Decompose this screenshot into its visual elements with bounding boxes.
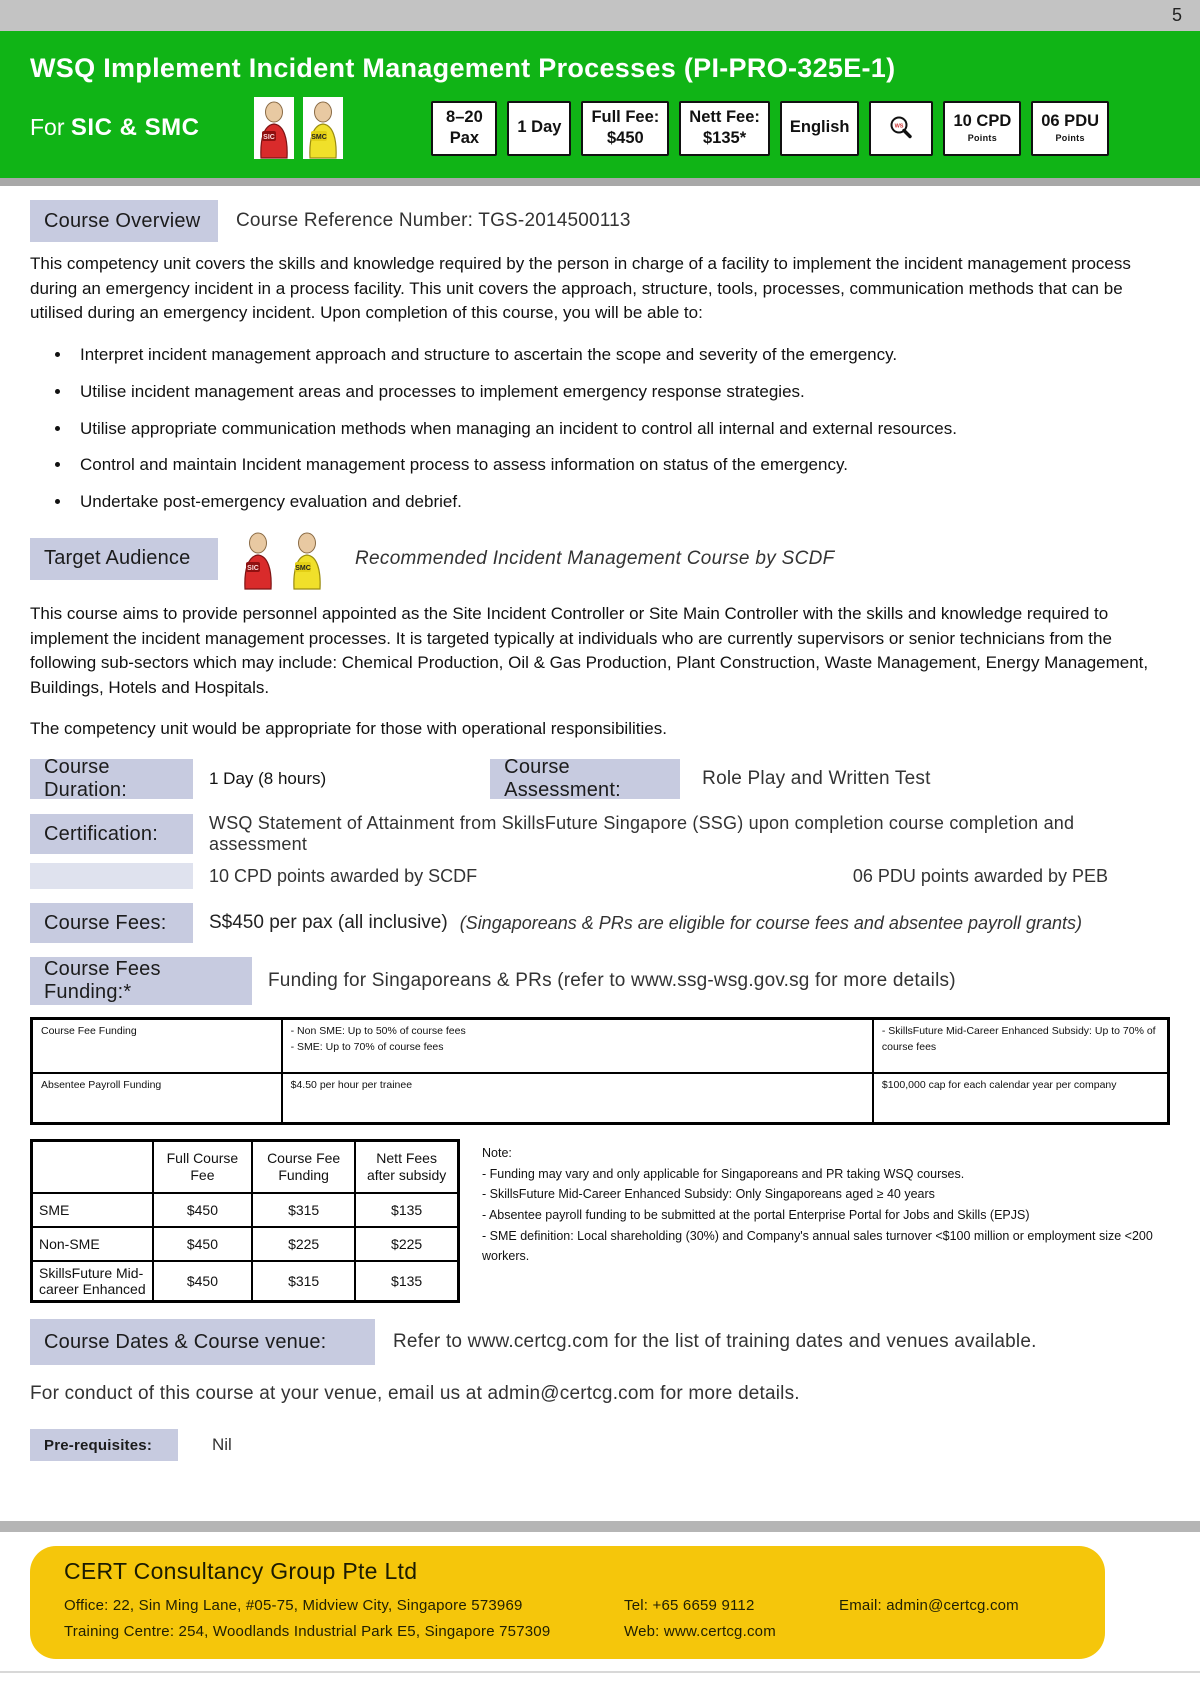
course-dates-label: Course Dates & Course venue: (30, 1319, 375, 1365)
cpd-badge (943, 101, 1021, 156)
overview-bullet-list (30, 343, 1170, 514)
table-row (32, 1193, 459, 1227)
funding-detail-line: - SME: Up to 70% of course fees (290, 1040, 444, 1053)
target-audience-paragraph: This course aims to provide personnel appointed as the Site Incident Controller or Site Main Controller with the skills and knowledge required to implement the incident management processes. It is targeted typically at individuals who are currently supervisors or senior technicians from the following sub-sectors which may include: Chemical Production, Oil & Gas Production, Plant Construction, Waste Management, Energy Management, Buildings, Hotels and Hospitals. (30, 603, 1149, 697)
prerequisites-label: Pre-requisites: (30, 1429, 178, 1461)
certification-row (30, 813, 1170, 855)
fee-row-label: Non-SME (32, 1227, 153, 1261)
smc-person-icon (303, 97, 343, 159)
audience-names: SIC & SMC (70, 114, 200, 141)
funding-row-label: Course Fee Funding (32, 1019, 282, 1074)
course-fees-label: Course Fees: (30, 903, 193, 943)
table-row (32, 1019, 1169, 1074)
note-line: - Funding may vary and only applicable for Singaporeans and PR taking WSQ courses. (482, 1166, 965, 1181)
sic-badge-text: SIC (263, 134, 276, 141)
funding-detail-line: - Non SME: Up to 50% of course fees (290, 1025, 466, 1038)
fees-funding-row (30, 957, 1170, 1005)
course-fees-row (30, 903, 1170, 943)
company-contact-grid (64, 1597, 1085, 1640)
overview-bullet: • Undertake post-emergency evaluation and debrief. (72, 490, 1170, 514)
funding-row-label: Absentee Payroll Funding (32, 1073, 282, 1124)
company-office-address: Office: 22, Sin Ming Lane, #05-75, Midview City, Singapore 573969 (64, 1597, 523, 1614)
pdu-badge-line1: 06 PDU (1041, 112, 1100, 131)
header-separator (0, 178, 1200, 186)
full-fee-badge-line2: $450 (607, 129, 644, 147)
fees-funding-value: Funding for Singaporeans & PRs (refer to www.ssg-wsg.gov.sg for more details) (268, 970, 956, 992)
company-footer (30, 1546, 1105, 1659)
funding-row-detail (282, 1073, 873, 1124)
fee-header-nett: Nett Fees after subsidy (355, 1141, 458, 1194)
target-audience-label: Target Audience (30, 538, 218, 580)
duration-badge (507, 101, 571, 156)
nett-fee-badge-line2: $135* (703, 129, 747, 147)
overview-bullet: • Utilise appropriate communication methods when managing an incident to control all internal and external resources. (72, 417, 1170, 441)
fee-row-label: SME (32, 1193, 153, 1227)
fee-cell: $135 (355, 1193, 458, 1227)
table-row (32, 1227, 459, 1261)
language-badge (780, 101, 860, 156)
funding-notes (482, 1139, 1170, 1267)
fee-cell: $225 (252, 1227, 355, 1261)
overview-bullet: • Interpret incident management approach and structure to ascertain the scope and severity of the emergency. (72, 343, 1170, 367)
course-fees-value: S$450 per pax (all inclusive) (209, 912, 448, 934)
certification-label-extension (30, 863, 193, 889)
note-line: - SME definition: Local shareholding (30%) and Company's annual sales turnover <$100 million or employment size <200 workers. (482, 1228, 1153, 1264)
header-person-icons (254, 97, 343, 159)
pdu-points-line: 06 PDU points awarded by PEB (852, 865, 1108, 886)
footer-grid-spacer (839, 1623, 1085, 1640)
in-house-conduct-note: For conduct of this course at your venue, email us at admin@certcg.com for more details. (30, 1383, 800, 1405)
company-email: Email: admin@certcg.com (839, 1597, 1019, 1614)
course-duration-value: 1 Day (8 hours) (209, 769, 327, 789)
pax-badge-line2: Pax (449, 129, 480, 147)
duration-assessment-row (30, 756, 1170, 802)
fee-subsidy-table (30, 1139, 460, 1303)
course-dates-value: Refer to www.certcg.com for the list of training dates and venues available. (393, 1331, 1037, 1353)
course-duration-label: Course Duration: (30, 759, 193, 799)
fee-cell: $450 (153, 1193, 252, 1227)
full-fee-badge-line1: Full Fee: (591, 107, 660, 126)
magnifier-logo-icon (869, 101, 933, 156)
header-badges (431, 101, 1109, 156)
duration-badge-line1: 1 Day (517, 118, 562, 137)
page-number: 5 (1171, 5, 1182, 25)
overview-bullet: • Control and maintain Incident management process to assess information on status of the emergency. (72, 453, 1170, 477)
prerequisites-value: Nil (212, 1435, 232, 1455)
language-badge-line1: English (789, 118, 850, 137)
fee-header-funding: Course Fee Funding (252, 1141, 355, 1194)
sic-person-icon (238, 528, 278, 590)
course-overview-row (30, 200, 1170, 242)
target-person-icons (238, 528, 327, 590)
fee-cell: $225 (355, 1227, 458, 1261)
cpd-badge-line2: Points (967, 132, 998, 143)
sic-person-icon (254, 97, 294, 159)
table-header-row (32, 1141, 459, 1194)
scdf-recommendation: Recommended Incident Management Course by SCDF (355, 547, 835, 569)
certification-label: Certification: (30, 814, 193, 854)
full-fee-badge (581, 101, 669, 156)
fee-table-and-notes (30, 1139, 1170, 1303)
points-row (30, 863, 1170, 889)
pax-badge-line1: 8–20 (446, 107, 483, 126)
notes-title: Note: (482, 1146, 512, 1161)
certification-value: WSQ Statement of Attainment from SkillsFuture Singapore (SSG) upon completion course completion and assessment (209, 813, 1075, 855)
note-line: - Absentee payroll funding to be submitted at the portal Enterprise Portal for Jobs and Skills (EPJS) (482, 1207, 1030, 1222)
funding-summary-table (30, 1017, 1170, 1125)
fee-header-full: Full Course Fee (153, 1141, 252, 1194)
page-bottom-rule (0, 1671, 1200, 1673)
target-audience-note: The competency unit would be appropriate for those with operational responsibilities. (30, 719, 667, 739)
course-reference-number: Course Reference Number: TGS-2014500113 (236, 210, 631, 231)
pdu-badge-line2: Points (1055, 132, 1085, 143)
funding-row-detail (282, 1019, 873, 1074)
funding-detail-line: $4.50 per hour per trainee (290, 1079, 413, 1092)
course-fees-grant-note: (Singaporeans & PRs are eligible for course fees and absentee payroll grants) (459, 912, 1083, 933)
fee-cell: $135 (355, 1261, 458, 1302)
pax-badge (431, 101, 497, 156)
fee-cell: $450 (153, 1227, 252, 1261)
target-audience-row (30, 528, 1170, 590)
funding-row-extra: $100,000 cap for each calendar year per company (873, 1073, 1169, 1124)
course-overview-label: Course Overview (30, 200, 218, 242)
sic-badge-text: SIC (247, 564, 259, 572)
course-assessment-value: Role Play and Written Test (702, 768, 931, 790)
company-website: Web: www.certcg.com (624, 1623, 776, 1640)
course-dates-row (30, 1319, 1170, 1365)
overview-intro: This competency unit covers the skills and knowledge required by the person in charge of a facility to implement the incident management process during an emergency incident in a process facility. This unit covers the approach, structure, tools, processes, communication methods that can be utilised during an emergency incident. Upon completion of this course, you will be able to: (30, 254, 1131, 323)
main-content (0, 200, 1200, 1461)
for-prefix: For (30, 114, 65, 140)
header-row (30, 97, 1170, 159)
smc-badge-text: SMC (311, 134, 328, 141)
table-row (32, 1073, 1169, 1124)
svg-text:WS: WS (895, 123, 904, 130)
cpd-points-line: 10 CPD points awarded by SCDF (209, 865, 478, 886)
nett-fee-badge (679, 101, 770, 156)
top-page-bar (0, 0, 1200, 31)
cpd-badge-line1: 10 CPD (953, 112, 1012, 131)
footer-separator-bar (0, 1521, 1200, 1532)
pdu-badge (1031, 101, 1109, 156)
course-title: WSQ Implement Incident Management Processes (PI-PRO-325E-1) (30, 53, 896, 83)
fee-row-label: SkillsFuture Mid-career Enhanced (32, 1261, 153, 1302)
smc-badge-text: SMC (295, 564, 311, 572)
company-tel: Tel: +65 6659 9112 (624, 1597, 755, 1614)
fees-funding-label: Course Fees Funding:* (30, 957, 252, 1005)
audience-line (30, 114, 199, 142)
fee-header-blank (32, 1141, 153, 1194)
funding-row-extra: - SkillsFuture Mid-Career Enhanced Subsidy: Up to 70% of course fees (873, 1019, 1169, 1074)
course-assessment-label: Course Assessment: (490, 759, 680, 799)
fee-cell: $450 (153, 1261, 252, 1302)
fee-cell: $315 (252, 1261, 355, 1302)
table-row (32, 1261, 459, 1302)
course-header (0, 31, 1200, 178)
note-line: - SkillsFuture Mid-Career Enhanced Subsidy: Only Singaporeans aged ≥ 40 years (482, 1187, 935, 1202)
fee-cell: $315 (252, 1193, 355, 1227)
smc-person-icon (287, 528, 327, 590)
company-name: CERT Consultancy Group Pte Ltd (64, 1558, 418, 1584)
company-training-centre-address: Training Centre: 254, Woodlands Industrial Park E5, Singapore 757309 (64, 1623, 551, 1640)
prerequisites-row (30, 1429, 1170, 1461)
nett-fee-badge-line1: Nett Fee: (689, 107, 760, 126)
overview-bullet: • Utilise incident management areas and processes to implement emergency response strategies. (72, 380, 1170, 404)
